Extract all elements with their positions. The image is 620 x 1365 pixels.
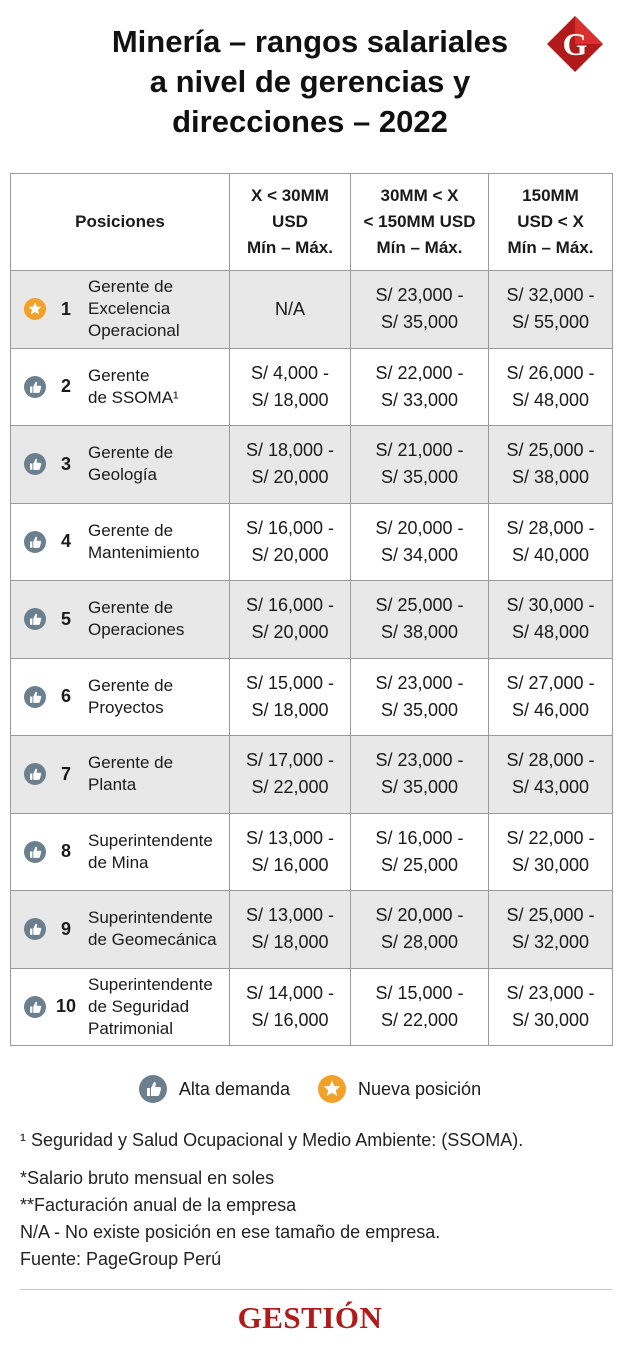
position-label-line: Gerente <box>88 365 150 385</box>
thumbs-up-icon <box>24 918 46 940</box>
salary-value: S/ 20,000 - <box>375 905 464 926</box>
salary-table <box>10 173 613 1046</box>
rank-number: 10 <box>55 996 77 1017</box>
salary-value: S/ 43,000 <box>511 777 590 798</box>
salary-value: S/ 16,000 - <box>245 517 335 538</box>
position-label <box>88 442 173 486</box>
divider <box>20 1289 612 1290</box>
salary-range-cell <box>351 891 489 969</box>
position-label-line: Superintendente <box>88 908 213 928</box>
salary-range-cell <box>489 348 613 426</box>
salary-range-cell <box>351 736 489 814</box>
column-header-line: Mín – Máx. <box>376 238 463 257</box>
column-header-line: X < 30MM <box>251 186 329 205</box>
position-label-line: de Mina <box>88 852 149 872</box>
salary-value: S/ 20,000 <box>251 622 329 643</box>
salary-value: S/ 20,000 <box>251 544 329 565</box>
position-label-line: Mantenimiento <box>88 542 200 562</box>
legend-label: Nueva posición <box>358 1078 482 1099</box>
salary-value: S/ 13,000 - <box>245 905 335 926</box>
salary-value: S/ 33,000 <box>380 389 459 410</box>
salary-range-cell <box>351 426 489 504</box>
brand-logo: GESTIÓN <box>237 1300 383 1335</box>
thumbs-up-icon <box>24 376 46 398</box>
table-row <box>11 581 613 659</box>
thumbs-up-icon <box>24 686 46 708</box>
thumbs-up-icon <box>139 1075 167 1103</box>
column-header-line: Posiciones <box>75 212 165 231</box>
position-label-line: de SSOMA¹ <box>88 387 179 407</box>
salary-value: S/ 25,000 - <box>506 905 595 926</box>
salary-value: S/ 17,000 - <box>245 750 335 771</box>
position-cell <box>11 813 230 891</box>
position-cell <box>11 658 230 736</box>
position-label-line: Gerente de <box>88 598 174 618</box>
position-label-line: Gerente de <box>88 443 174 463</box>
column-header-line: Mín – Máx. <box>247 238 333 257</box>
salary-value: S/ 22,000 - <box>506 827 595 848</box>
position-label-line: Gerente de <box>88 675 174 695</box>
table-row <box>11 658 613 736</box>
salary-value: S/ 25,000 - <box>375 595 464 616</box>
header-row <box>11 174 613 271</box>
salary-value: S/ 16,000 - <box>245 595 335 616</box>
column-header-line: USD < X <box>517 212 584 231</box>
salary-value: S/ 18,000 <box>251 389 329 410</box>
column-header <box>230 174 351 271</box>
salary-value: S/ 30,000 <box>511 1009 590 1030</box>
position-cell <box>11 271 230 349</box>
position-label <box>88 752 173 796</box>
legend <box>0 1072 620 1106</box>
position-label <box>88 520 200 564</box>
note-line: N/A - No existe posición en ese tamaño de empresa. <box>20 1222 441 1242</box>
salary-range-cell <box>489 271 613 349</box>
salary-value: S/ 28,000 <box>380 932 459 953</box>
note-line: *Salario bruto mensual en soles <box>20 1168 275 1188</box>
position-label <box>88 974 213 1040</box>
rank-number: 9 <box>60 918 71 939</box>
title-line: direcciones – 2022 <box>172 104 448 139</box>
salary-range-cell <box>489 736 613 814</box>
table-row <box>11 271 613 349</box>
salary-value: S/ 46,000 <box>511 699 590 720</box>
salary-range-cell <box>351 968 489 1046</box>
salary-range-cell <box>351 658 489 736</box>
salary-value: S/ 23,000 - <box>375 285 464 306</box>
column-header-line: USD <box>272 212 308 231</box>
thumbs-up-icon <box>24 453 46 475</box>
salary-range-cell <box>230 581 351 659</box>
salary-range-cell <box>351 503 489 581</box>
salary-value: S/ 26,000 - <box>506 362 595 383</box>
legend-item-alta-demanda <box>139 1075 290 1103</box>
salary-value: S/ 15,000 - <box>245 672 335 693</box>
position-label-line: Geología <box>88 465 157 485</box>
title-line: Minería – rangos salariales <box>111 24 509 59</box>
salary-value: N/A <box>274 298 305 319</box>
salary-value: S/ 16,000 - <box>375 827 464 848</box>
rank-number: 2 <box>60 376 71 397</box>
salary-range-cell <box>230 813 351 891</box>
table-row <box>11 891 613 969</box>
salary-value: S/ 25,000 - <box>506 440 595 461</box>
salary-value: S/ 55,000 <box>511 312 590 333</box>
salary-value: S/ 14,000 - <box>245 982 335 1003</box>
position-cell <box>11 581 230 659</box>
salary-range-cell <box>230 503 351 581</box>
salary-value: S/ 18,000 - <box>245 440 335 461</box>
thumbs-up-icon <box>24 608 46 630</box>
star-icon <box>318 1075 346 1103</box>
salary-value: S/ 23,000 - <box>506 982 595 1003</box>
salary-value: S/ 27,000 - <box>506 672 595 693</box>
position-label-line: de Seguridad <box>88 996 190 1016</box>
salary-value: S/ 20,000 - <box>375 517 464 538</box>
salary-range-cell <box>489 968 613 1046</box>
salary-range-cell <box>489 891 613 969</box>
position-label <box>88 675 173 719</box>
salary-value: S/ 23,000 - <box>375 750 464 771</box>
position-label-line: Operacional <box>88 321 180 341</box>
salary-range-cell <box>489 426 613 504</box>
notes <box>20 1165 610 1273</box>
position-label <box>88 830 213 874</box>
salary-value: S/ 35,000 <box>380 312 459 333</box>
salary-value: S/ 30,000 <box>511 854 590 875</box>
rank-number: 1 <box>60 298 71 319</box>
salary-range-cell <box>489 813 613 891</box>
salary-range-cell <box>230 736 351 814</box>
table-row <box>11 968 613 1046</box>
table-row <box>11 736 613 814</box>
thumbs-up-icon <box>24 531 46 553</box>
column-header-line: < 150MM USD <box>363 212 476 231</box>
rank-number: 5 <box>60 608 71 629</box>
salary-value: S/ 16,000 <box>251 854 329 875</box>
column-header <box>489 174 613 271</box>
salary-range-cell <box>230 271 351 349</box>
position-label <box>88 276 180 342</box>
position-label-line: de Geomecánica <box>88 930 217 950</box>
salary-value: S/ 34,000 <box>380 544 459 565</box>
salary-value: S/ 20,000 <box>251 467 329 488</box>
column-header <box>351 174 489 271</box>
position-label-line: Superintendente <box>88 974 213 994</box>
position-cell <box>11 891 230 969</box>
note-line: **Facturación anual de la empresa <box>20 1195 297 1215</box>
thumbs-up-icon <box>24 996 46 1018</box>
position-cell <box>11 348 230 426</box>
salary-value: S/ 22,000 <box>380 1009 459 1030</box>
gestion-logo-icon <box>545 14 605 74</box>
salary-value: S/ 22,000 - <box>375 362 464 383</box>
salary-range-cell <box>351 271 489 349</box>
salary-value: S/ 21,000 - <box>375 440 464 461</box>
salary-range-cell <box>230 426 351 504</box>
salary-value: S/ 23,000 - <box>375 672 464 693</box>
column-header-line: Mín – Máx. <box>507 238 594 257</box>
position-label-line: Excelencia <box>88 299 171 319</box>
salary-value: S/ 28,000 - <box>506 517 595 538</box>
salary-value: S/ 28,000 - <box>506 750 595 771</box>
table-body <box>11 271 613 1046</box>
column-header <box>11 174 230 271</box>
salary-value: S/ 30,000 - <box>506 595 595 616</box>
thumbs-up-icon <box>24 763 46 785</box>
salary-value: S/ 18,000 <box>251 699 329 720</box>
salary-value: S/ 40,000 <box>511 544 590 565</box>
salary-value: S/ 18,000 <box>251 932 329 953</box>
salary-range-cell <box>230 348 351 426</box>
note-line: Fuente: PageGroup Perú <box>20 1249 222 1269</box>
table-row <box>11 813 613 891</box>
salary-range-cell <box>489 581 613 659</box>
table-row <box>11 426 613 504</box>
position-label-line: Gerente de <box>88 753 174 773</box>
rank-number: 7 <box>60 763 71 784</box>
logo-letter: G <box>562 26 588 62</box>
rank-number: 4 <box>60 531 71 552</box>
salary-value: S/ 38,000 <box>511 467 590 488</box>
position-label-line: Superintendente <box>88 830 213 850</box>
salary-range-cell <box>351 348 489 426</box>
salary-range-cell <box>230 968 351 1046</box>
chart-title <box>60 22 560 142</box>
salary-value: S/ 15,000 - <box>375 982 464 1003</box>
salary-value: S/ 4,000 - <box>250 362 330 383</box>
salary-value: S/ 16,000 <box>251 1009 329 1030</box>
star-icon <box>24 298 46 320</box>
position-label-line: Gerente de <box>88 520 174 540</box>
salary-range-cell <box>351 581 489 659</box>
footnote-ssoma: ¹ Seguridad y Salud Ocupacional y Medio Ambiente: (SSOMA). <box>20 1130 524 1150</box>
position-label <box>88 597 184 641</box>
legend-label: Alta demanda <box>178 1078 290 1099</box>
position-cell <box>11 426 230 504</box>
salary-range-cell <box>230 891 351 969</box>
salary-value: S/ 35,000 <box>380 467 459 488</box>
salary-value: S/ 13,000 - <box>245 827 335 848</box>
thumbs-up-icon <box>24 841 46 863</box>
column-header-line: 150MM <box>522 186 579 205</box>
position-cell <box>11 503 230 581</box>
salary-range-cell <box>351 813 489 891</box>
column-header-line: 30MM < X <box>380 186 459 205</box>
position-label-line: Gerente de <box>88 277 174 297</box>
position-cell <box>11 736 230 814</box>
rank-number: 3 <box>60 453 71 474</box>
position-label-line: Patrimonial <box>88 1018 174 1038</box>
salary-value: S/ 25,000 <box>380 854 459 875</box>
title-line: a nivel de gerencias y <box>149 64 471 99</box>
legend-item-nueva-posicion <box>318 1075 481 1103</box>
table-row <box>11 503 613 581</box>
salary-value: S/ 32,000 - <box>506 285 595 306</box>
salary-range-cell <box>489 503 613 581</box>
salary-range-cell <box>489 658 613 736</box>
salary-value: S/ 22,000 <box>251 777 329 798</box>
salary-range-cell <box>230 658 351 736</box>
salary-value: S/ 32,000 <box>511 932 590 953</box>
rank-number: 6 <box>60 686 71 707</box>
position-label-line: Operaciones <box>88 620 185 640</box>
salary-value: S/ 38,000 <box>380 622 459 643</box>
footnote <box>20 1127 610 1154</box>
position-label-line: Proyectos <box>88 697 164 717</box>
table-row <box>11 348 613 426</box>
salary-value: S/ 35,000 <box>380 699 459 720</box>
rank-number: 8 <box>60 841 71 862</box>
salary-value: S/ 48,000 <box>511 622 590 643</box>
salary-value: S/ 48,000 <box>511 389 590 410</box>
position-label-line: Planta <box>88 775 137 795</box>
position-cell <box>11 968 230 1046</box>
position-label <box>88 365 179 409</box>
position-label <box>88 907 217 951</box>
salary-value: S/ 35,000 <box>380 777 459 798</box>
